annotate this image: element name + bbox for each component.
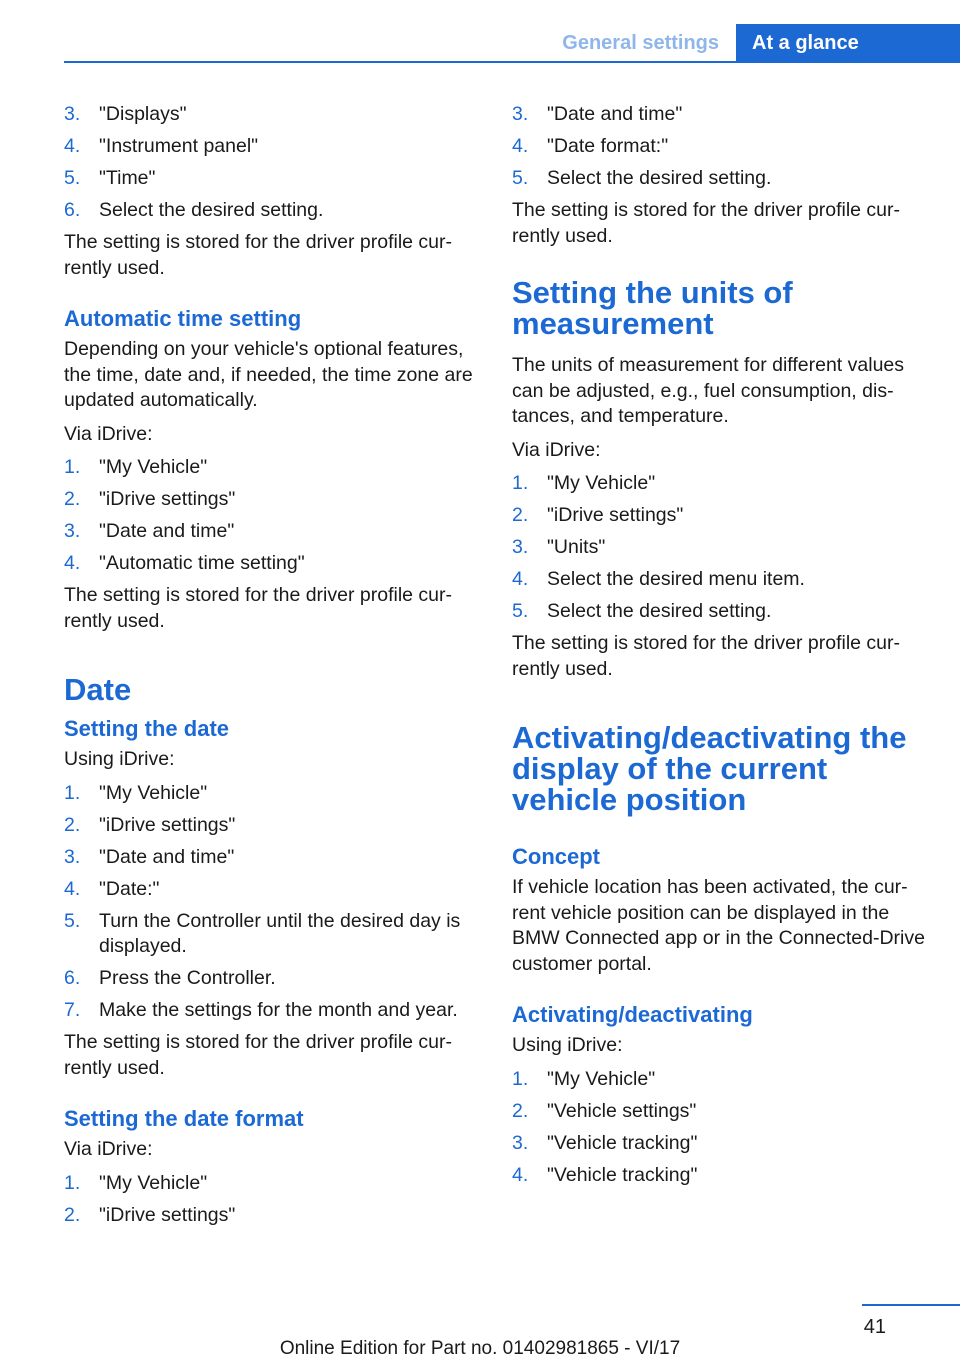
step-text: Press the Controller.: [99, 967, 276, 989]
stored-note: The setting is stored for the driver profile cur‐rently used.: [64, 231, 452, 279]
step-text: "Date:": [99, 877, 160, 900]
step-item: [64, 781, 484, 807]
heading-automatic-time: Automatic time setting: [64, 306, 302, 331]
step-number: 5.: [512, 167, 529, 189]
via-idrive: Via iDrive:: [64, 1138, 153, 1160]
step-text: "Units": [547, 536, 606, 558]
using-idrive: Using iDrive:: [512, 1034, 623, 1056]
step-item: [64, 966, 484, 992]
step-number: 3.: [512, 103, 529, 125]
stored-note: The setting is stored for the driver profile cur‐rently used.: [64, 1031, 452, 1079]
step-item: [512, 1131, 928, 1157]
step-text: "My Vehicle": [99, 781, 208, 804]
step-text: "My Vehicle": [99, 456, 208, 478]
steps-automatic-time: [64, 455, 484, 577]
step-number: 1.: [64, 456, 81, 478]
right-column: [512, 102, 928, 1195]
step-number: 2.: [512, 504, 529, 526]
step-item: [512, 599, 928, 625]
steps-date-format-cont: [512, 102, 928, 192]
step-item: [512, 1067, 928, 1093]
step-number: 3.: [512, 536, 529, 558]
step-number: 1.: [64, 781, 81, 804]
step-text: "Displays": [99, 103, 187, 125]
footer-rule: [862, 1304, 960, 1306]
step-number: 2.: [64, 488, 81, 510]
step-item: [64, 134, 484, 160]
header-rule: [64, 61, 960, 63]
chapter-tab: At a glance: [736, 24, 960, 62]
step-item: [512, 503, 928, 529]
page-header: [0, 0, 960, 62]
steps-time: [64, 102, 484, 224]
concept-description: If vehicle location has been activated, the cur‐rent vehicle position can be displayed in the BMW Connected app or in the Connected‐Drive customer portal.: [512, 876, 925, 975]
page-number: 41: [863, 1316, 886, 1338]
stored-note: The setting is stored for the driver profile cur‐rently used.: [512, 199, 900, 247]
step-number: 4.: [64, 552, 81, 574]
step-number: 5.: [512, 600, 529, 622]
via-idrive: Via iDrive:: [512, 438, 601, 461]
step-text: Turn the Controller until the desired day is displayed.: [99, 909, 461, 957]
heading-setting-date: Setting the date: [64, 716, 230, 741]
step-item: [64, 198, 484, 224]
step-text: Select the desired menu item.: [547, 568, 805, 590]
step-number: 6.: [64, 967, 81, 989]
step-text: "Automatic time setting": [99, 552, 305, 574]
step-item: [64, 519, 484, 545]
step-item: [64, 102, 484, 128]
step-item: [64, 877, 484, 903]
step-number: 2.: [64, 1203, 81, 1226]
heading-date-format: Setting the date format: [64, 1106, 304, 1131]
steps-units: [512, 471, 928, 625]
step-text: "Vehicle settings": [547, 1099, 697, 1122]
step-number: 4.: [64, 135, 81, 157]
step-text: "Date and time": [99, 520, 235, 542]
step-number: 1.: [512, 1067, 529, 1090]
step-text: Make the settings for the month and year.: [99, 999, 458, 1021]
step-item: [512, 1099, 928, 1125]
step-text: Select the desired setting.: [547, 600, 772, 622]
step-item: [64, 487, 484, 513]
step-item: [64, 166, 484, 192]
step-number: 4.: [512, 568, 529, 590]
heading-vehicle-position: Activating/deactivating the display of the current vehicle position: [512, 720, 907, 817]
step-number: 3.: [64, 103, 81, 125]
step-text: "iDrive settings": [99, 1203, 236, 1226]
step-item: [64, 909, 484, 960]
step-text: Select the desired setting.: [99, 199, 324, 221]
heading-activating: Activating/deactivating: [512, 1002, 753, 1027]
auto-time-description: Depending on your vehicle's optional features, the time, date and, if needed, the time zone are updated automatically.: [64, 338, 473, 411]
step-number: 7.: [64, 999, 81, 1021]
step-item: [512, 166, 928, 192]
via-idrive: Via iDrive:: [64, 422, 153, 445]
step-number: 3.: [64, 845, 81, 868]
step-number: 1.: [512, 472, 529, 494]
step-text: "Vehicle tracking": [547, 1131, 698, 1154]
step-number: 4.: [64, 877, 81, 900]
step-item: [64, 455, 484, 481]
step-item: [512, 134, 928, 160]
step-item: [64, 998, 484, 1024]
step-text: "My Vehicle": [547, 1067, 656, 1090]
steps-vehicle-tracking: [512, 1067, 928, 1189]
step-text: "My Vehicle": [547, 472, 656, 494]
step-item: [512, 535, 928, 561]
step-text: "Date format:": [547, 135, 669, 157]
step-text: "My Vehicle": [99, 1171, 208, 1194]
heading-date: Date: [64, 672, 132, 707]
section-tab: General settings: [562, 32, 719, 54]
step-item: [64, 551, 484, 577]
step-text: Select the desired setting.: [547, 167, 772, 189]
left-column: [64, 102, 484, 1235]
step-text: "Time": [99, 167, 156, 189]
step-item: [512, 1163, 928, 1189]
step-number: 4.: [512, 1163, 529, 1186]
step-text: "Instrument panel": [99, 135, 259, 157]
heading-units: Setting the units of measurement: [512, 275, 793, 341]
step-item: [64, 813, 484, 839]
units-description: The units of measurement for different values can be adjusted, e.g., fuel consumption, dis‐tances, and temperature.: [512, 354, 905, 427]
step-text: "Vehicle tracking": [547, 1163, 698, 1186]
stored-note: The setting is stored for the driver profile cur‐rently used.: [512, 632, 900, 680]
step-number: 3.: [512, 1131, 529, 1154]
step-number: 2.: [64, 813, 81, 836]
step-item: [512, 471, 928, 497]
step-text: "iDrive settings": [99, 813, 236, 836]
step-item: [512, 102, 928, 128]
step-text: "Date and time": [99, 845, 235, 868]
steps-date-format: [64, 1171, 484, 1229]
steps-setting-date: [64, 781, 484, 1024]
step-item: [64, 1203, 484, 1229]
edition-footer: Online Edition for Part no. 01402981865 - VI/17: [279, 1338, 681, 1359]
step-number: 1.: [64, 1171, 81, 1194]
step-number: 3.: [64, 520, 81, 542]
step-number: 6.: [64, 199, 81, 221]
step-item: [64, 1171, 484, 1197]
step-item: [512, 567, 928, 593]
step-text: "iDrive settings": [547, 504, 684, 526]
step-text: "iDrive settings": [99, 488, 236, 510]
heading-concept: Concept: [512, 844, 600, 869]
step-item: [64, 845, 484, 871]
step-number: 5.: [64, 167, 81, 189]
step-number: 2.: [512, 1099, 529, 1122]
step-text: "Date and time": [547, 103, 683, 125]
step-number: 4.: [512, 135, 529, 157]
using-idrive: Using iDrive:: [64, 748, 175, 770]
step-number: 5.: [64, 909, 81, 932]
stored-note: The setting is stored for the driver profile cur‐rently used.: [64, 584, 452, 632]
